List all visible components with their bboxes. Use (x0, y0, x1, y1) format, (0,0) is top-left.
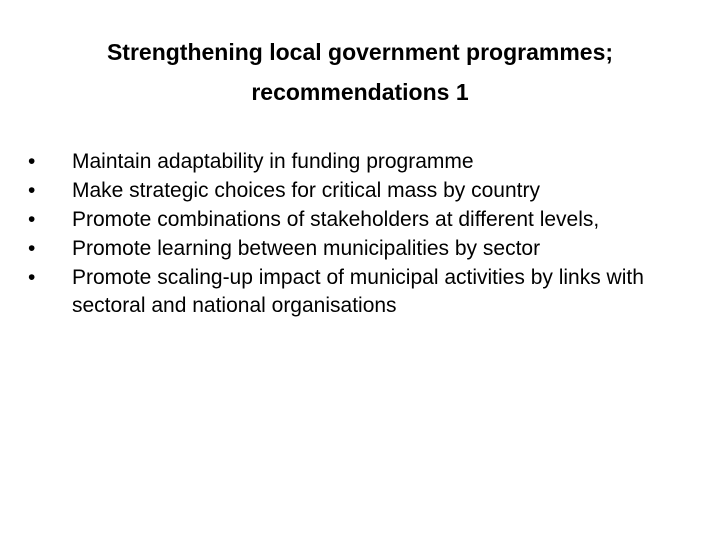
bullet-text: Promote learning between municipalities by sector (72, 237, 541, 260)
bullet-item (28, 206, 688, 234)
slide-title-line-1: Strengthening local government programmes; (106, 39, 614, 65)
bullet-icon: • (28, 150, 36, 173)
slide-title-line-2: recommendations 1 (251, 79, 469, 105)
bullet-icon: • (28, 266, 36, 289)
bullet-text: Promote scaling-up impact of municipal activities by links with sectoral and national organisations (72, 266, 644, 317)
bullet-icon: • (28, 237, 36, 260)
bullet-text: Maintain adaptability in funding programme (72, 150, 474, 173)
bullet-list (28, 148, 688, 321)
slide-title (36, 32, 684, 112)
bullet-item (28, 235, 688, 263)
bullet-item (28, 177, 688, 205)
bullet-text: Make strategic choices for critical mass by country (72, 179, 540, 202)
bullet-icon: • (28, 179, 36, 202)
bullet-item (28, 148, 688, 176)
bullet-icon: • (28, 208, 36, 231)
bullet-text: Promote combinations of stakeholders at different levels, (72, 208, 600, 231)
bullet-item (28, 264, 688, 320)
